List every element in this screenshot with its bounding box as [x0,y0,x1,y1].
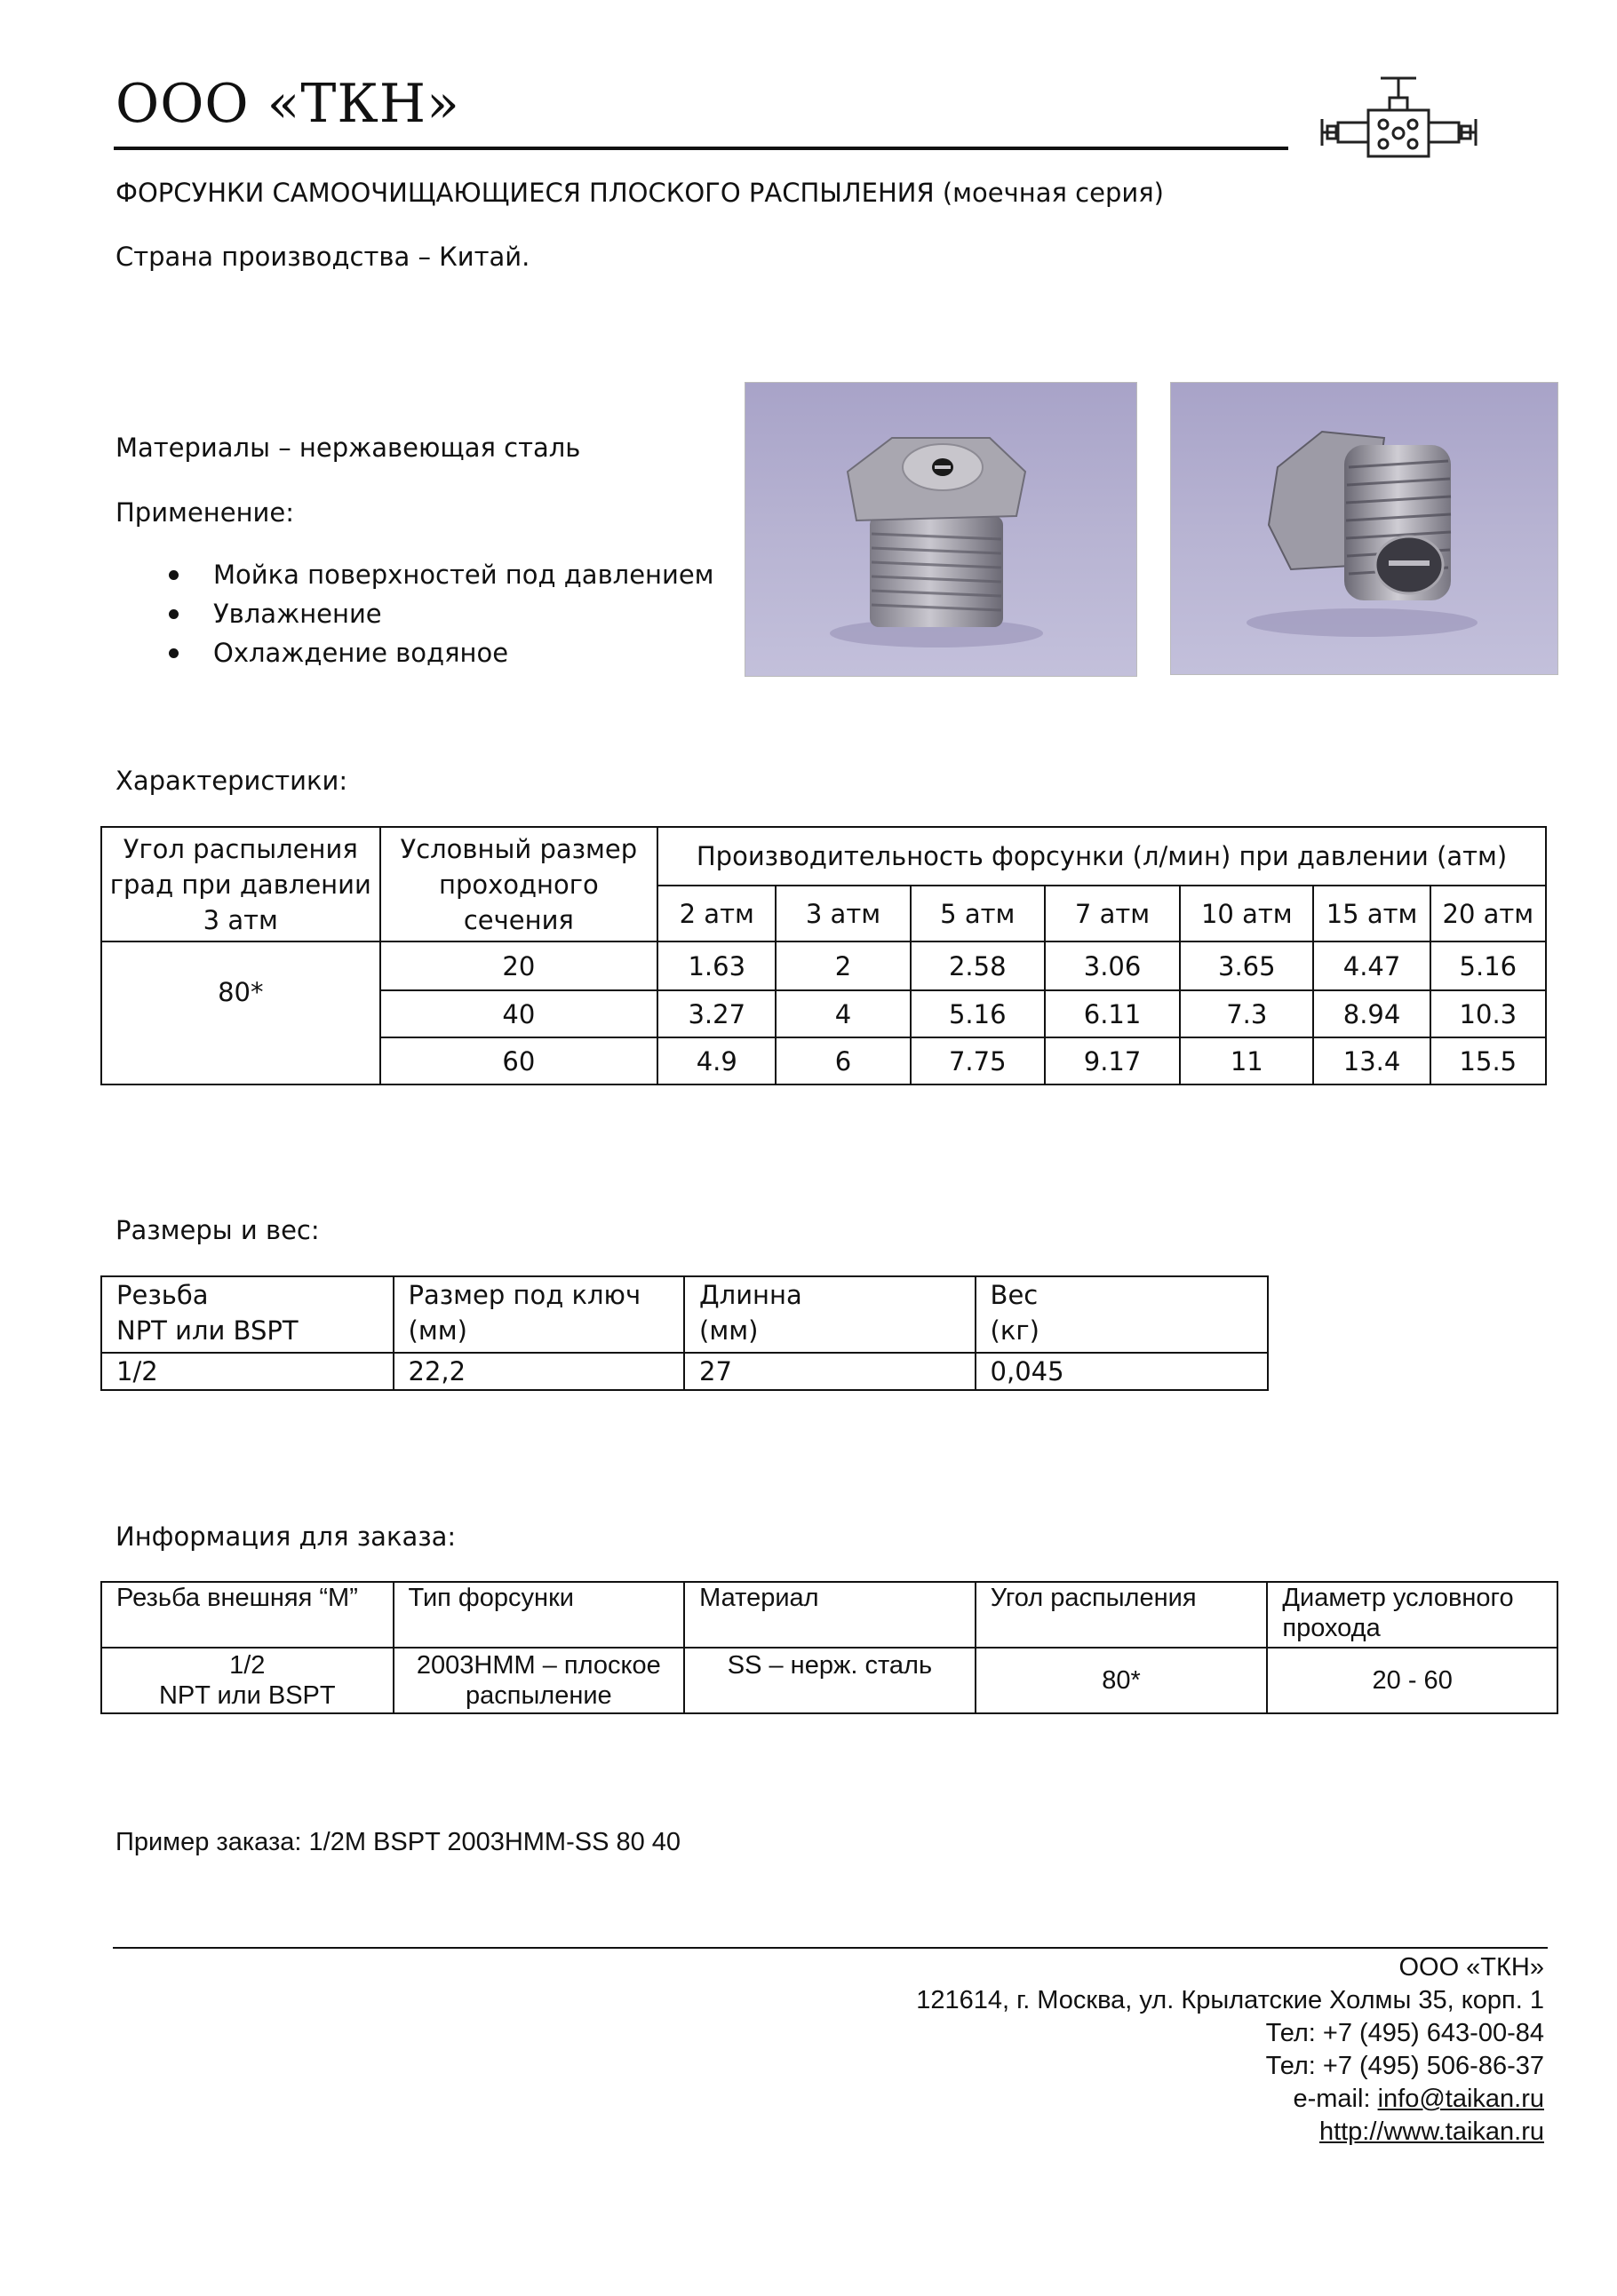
footer-contacts [916,1951,1544,2149]
dimensions-label: Размеры и вес: [116,1215,320,1245]
application-list [116,555,714,672]
dims-cell: 1/2 [101,1353,394,1390]
characteristics-table [100,826,1547,1085]
value-cell: 4.47 [1313,941,1430,990]
characteristics-label: Характеристики: [116,766,348,796]
dims-header-length: Длинна (мм) [684,1276,976,1353]
order-type-cell: 2003HMM – плоское распыление [394,1648,685,1713]
website-link[interactable]: http://www.taikan.ru [1318,2117,1544,2146]
order-material-cell: SS – нерж. сталь [684,1648,976,1713]
table-row [101,941,1546,990]
pressure-header: 10 атм [1180,886,1313,941]
value-cell: 6 [776,1037,910,1084]
pressure-header: 15 атм [1313,886,1430,941]
value-cell: 3.27 [657,990,776,1037]
order-header: Резьба внешняя “М” [101,1582,394,1648]
product-heading: ФОРСУНКИ САМООЧИЩАЮЩИЕСЯ ПЛОСКОГО РАСПЫЛЕНИЯ (моечная серия) [116,178,1164,208]
size-cell: 40 [380,990,658,1037]
email-link[interactable]: info@taikan.ru [1377,2085,1544,2113]
value-cell: 1.63 [657,941,776,990]
value-cell: 5.16 [911,990,1045,1037]
value-cell: 3.65 [1180,941,1313,990]
pressure-header: 20 атм [1430,886,1546,941]
dimensions-table [100,1275,1269,1391]
application-item: Увлажнение [116,594,714,633]
value-cell: 3.06 [1045,941,1180,990]
value-cell: 15.5 [1430,1037,1546,1084]
pressure-header: 2 атм [657,886,776,941]
dims-cell: 0,045 [976,1353,1268,1390]
order-example: Пример заказа: 1/2M BSPT 2003HMM-SS 80 40 [116,1828,681,1856]
footer-company: ООО «ТКН» [1398,1953,1544,1982]
application-item: Мойка поверхностей под давлением [116,555,714,594]
value-cell: 7.3 [1180,990,1313,1037]
size-cell: 60 [380,1037,658,1084]
size-cell: 20 [380,941,658,990]
dims-cell: 27 [684,1353,976,1390]
value-cell: 7.75 [911,1037,1045,1084]
header-nominal-size: Условный размер проходного сечения [380,827,658,941]
valve-manifold-icon [1317,73,1481,171]
order-info-table [100,1581,1558,1714]
order-header: Диаметр условного прохода [1267,1582,1557,1648]
value-cell: 5.16 [1430,941,1546,990]
value-cell: 10.3 [1430,990,1546,1037]
dims-header-thread: Резьба NPT или BSPT [101,1276,394,1353]
pressure-header: 5 атм [911,886,1045,941]
order-angle-cell: 80* [976,1648,1268,1713]
value-cell: 2.58 [911,941,1045,990]
header-spray-angle: Угол распыления град при давлении 3 атм [101,827,380,941]
pressure-header: 3 атм [776,886,910,941]
order-info-label: Информация для заказа: [116,1521,457,1552]
value-cell: 4 [776,990,910,1037]
value-cell: 4.9 [657,1037,776,1084]
materials-line: Материалы – нержавеющая сталь [116,433,581,463]
nozzle-side-view-photo [1170,382,1558,675]
order-header: Материал [684,1582,976,1648]
dims-header-wrench: Размер под ключ (мм) [394,1276,685,1353]
table-row [101,1648,1557,1713]
country-of-origin: Страна производства – Китай. [116,242,530,272]
spray-angle-value: 80* [101,941,380,1084]
application-label: Применение: [116,497,295,528]
footer-phone: Тел: +7 (495) 643-00-84 [1265,2019,1544,2047]
footer-email-row: e-mail: info@taikan.ru [1293,2085,1544,2113]
header-capacity: Производительность форсунки (л/мин) при давлении (атм) [657,827,1546,886]
value-cell: 11 [1180,1037,1313,1084]
value-cell: 13.4 [1313,1037,1430,1084]
order-thread-cell: 1/2 NPT или BSPT [101,1648,394,1713]
order-header: Тип форсунки [394,1582,685,1648]
application-item: Охлаждение водяное [116,633,714,672]
value-cell: 6.11 [1045,990,1180,1037]
header-divider [114,147,1288,150]
footer-phone: Тел: +7 (495) 506-86-37 [1265,2052,1544,2080]
order-header: Угол распыления [976,1582,1268,1648]
dims-header-weight: Вес (кг) [976,1276,1268,1353]
order-diameter-cell: 20 - 60 [1267,1648,1557,1713]
pressure-header: 7 атм [1045,886,1180,941]
footer-address: 121614, г. Москва, ул. Крылатские Холмы 35, корп. 1 [916,1986,1544,2014]
table-row [101,1353,1268,1390]
dims-cell: 22,2 [394,1353,685,1390]
value-cell: 9.17 [1045,1037,1180,1084]
value-cell: 2 [776,941,910,990]
value-cell: 8.94 [1313,990,1430,1037]
footer-divider [113,1947,1548,1949]
company-title: ООО «ТКН» [116,73,460,135]
nozzle-top-view-photo [745,382,1137,677]
